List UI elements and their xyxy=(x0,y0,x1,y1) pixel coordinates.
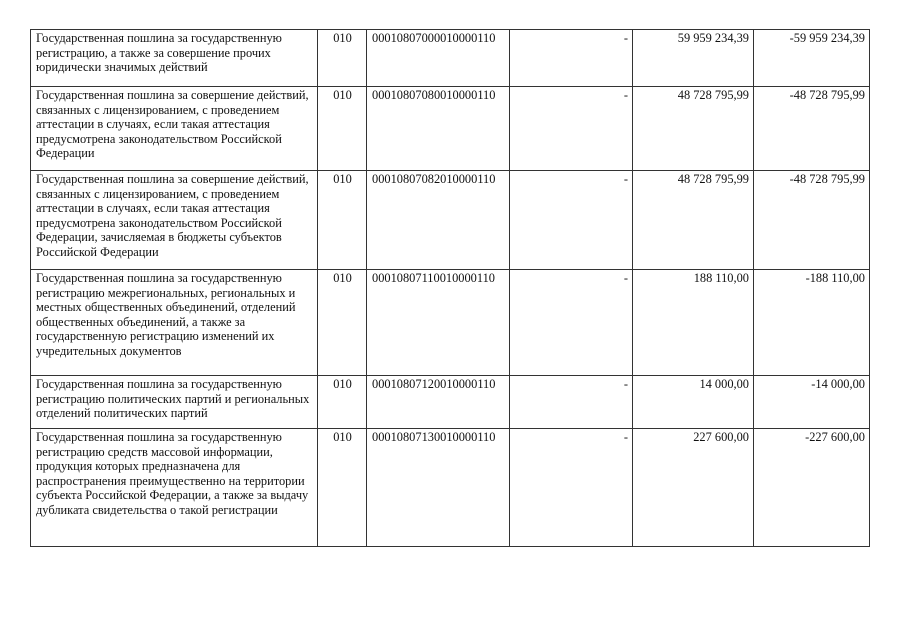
executed-amount-cell: 227 600,00 xyxy=(633,429,754,547)
unexecuted-amount-cell: -59 959 234,39 xyxy=(754,30,870,87)
income-name-cell: Государственная пошлина за совершение действий, связанных с лицензированием, с проведением аттестации в случаях, если такая аттестация предусмотрена законодательством Российской Федерации, зачисляемая в бюджеты субъектов Российской Федерации xyxy=(31,171,318,270)
line-code-cell: 010 xyxy=(318,429,367,547)
executed-amount-cell: 48 728 795,99 xyxy=(633,171,754,270)
line-code-cell: 010 xyxy=(318,87,367,171)
unexecuted-amount-cell: -227 600,00 xyxy=(754,429,870,547)
approved-amount-cell: - xyxy=(510,30,633,87)
income-name-cell: Государственная пошлина за государственную регистрацию политических партий и региональных отделений политических партий xyxy=(31,376,318,429)
table-row xyxy=(31,87,870,171)
executed-amount-cell: 59 959 234,39 xyxy=(633,30,754,87)
unexecuted-amount-cell: -48 728 795,99 xyxy=(754,87,870,171)
executed-amount-cell: 14 000,00 xyxy=(633,376,754,429)
revenue-table xyxy=(30,29,870,547)
budget-code-cell: 00010807110010000110 xyxy=(367,270,510,376)
approved-amount-cell: - xyxy=(510,87,633,171)
executed-amount-cell: 48 728 795,99 xyxy=(633,87,754,171)
unexecuted-amount-cell: -14 000,00 xyxy=(754,376,870,429)
approved-amount-cell: - xyxy=(510,429,633,547)
executed-amount-cell: 188 110,00 xyxy=(633,270,754,376)
unexecuted-amount-cell: -188 110,00 xyxy=(754,270,870,376)
approved-amount-cell: - xyxy=(510,270,633,376)
approved-amount-cell: - xyxy=(510,171,633,270)
income-name-cell: Государственная пошлина за государственную регистрацию, а также за совершение прочих юридически значимых действий xyxy=(31,30,318,87)
table-row xyxy=(31,171,870,270)
line-code-cell: 010 xyxy=(318,270,367,376)
table-row xyxy=(31,376,870,429)
table-row xyxy=(31,429,870,547)
budget-code-cell: 00010807130010000110 xyxy=(367,429,510,547)
budget-code-cell: 00010807082010000110 xyxy=(367,171,510,270)
line-code-cell: 010 xyxy=(318,30,367,87)
table-row xyxy=(31,270,870,376)
budget-code-cell: 00010807080010000110 xyxy=(367,87,510,171)
income-name-cell: Государственная пошлина за совершение действий, связанных с лицензированием, с проведением аттестации в случаях, если такая аттестация предусмотрена законодательством Российской Федерации xyxy=(31,87,318,171)
line-code-cell: 010 xyxy=(318,376,367,429)
budget-code-cell: 00010807000010000110 xyxy=(367,30,510,87)
income-name-cell: Государственная пошлина за государственную регистрацию средств массовой информации, продукция которых предназначена для распространения преимущественно на территории субъекта Российской Федерации, а также за выдачу дубликата свидетельства о такой регистрации xyxy=(31,429,318,547)
unexecuted-amount-cell: -48 728 795,99 xyxy=(754,171,870,270)
table-row xyxy=(31,30,870,87)
budget-code-cell: 00010807120010000110 xyxy=(367,376,510,429)
income-name-cell: Государственная пошлина за государственную регистрацию межрегиональных, региональных и местных общественных объединений, отделений общественных объединений, а также за государственную регистрацию изменений их учредительных документов xyxy=(31,270,318,376)
approved-amount-cell: - xyxy=(510,376,633,429)
line-code-cell: 010 xyxy=(318,171,367,270)
